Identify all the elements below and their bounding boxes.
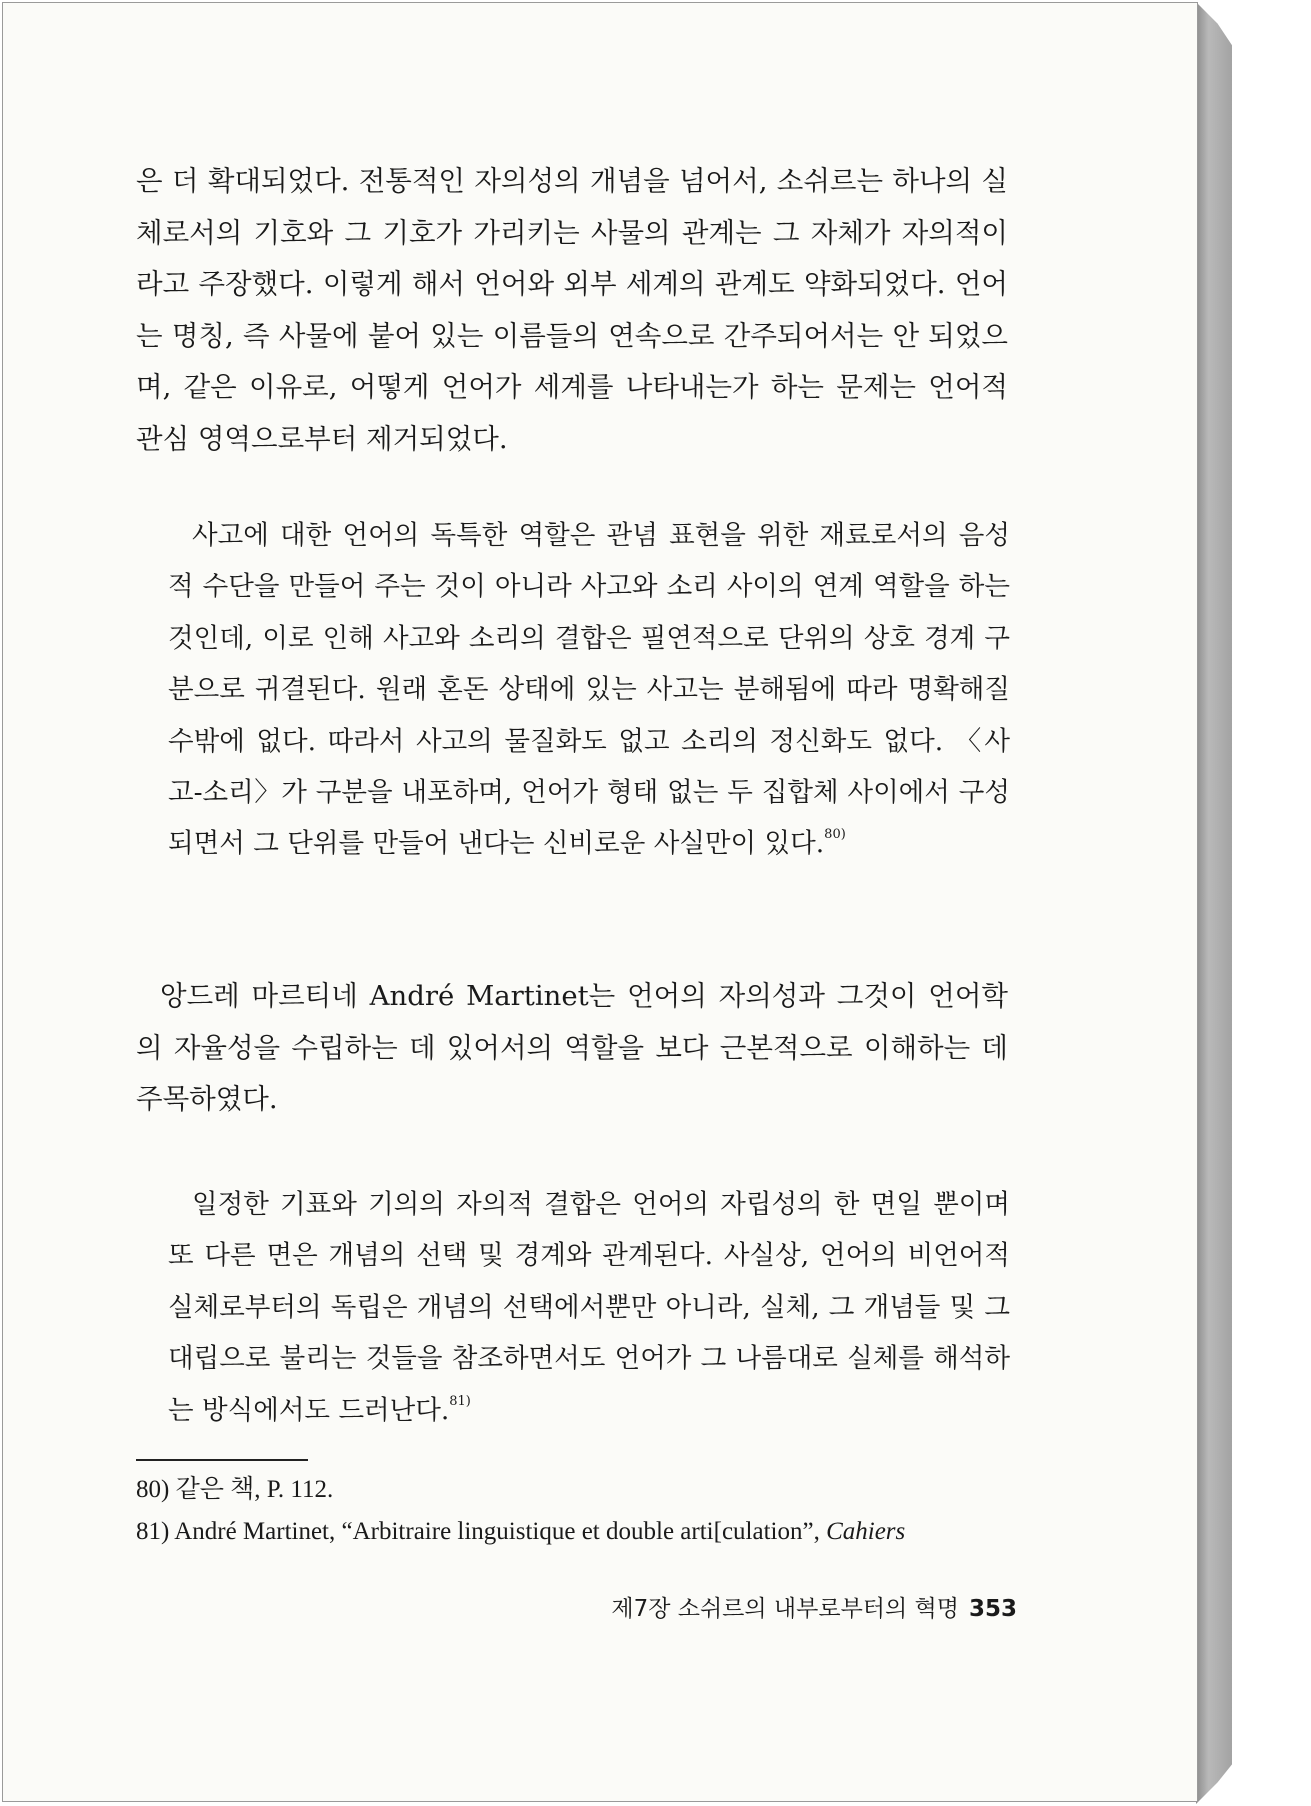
block-quote-2 — [168, 1179, 1010, 1436]
block-quote-1 — [168, 510, 1010, 870]
body-paragraph-1 — [136, 156, 1008, 466]
page-number: 353 — [968, 1596, 1017, 1622]
block-quote-2-text: 일정한 기표와 기의의 자의적 결합은 언어의 자립성의 한 면일 뿐이며 또 다른 면은 개념의 선택 및 경계와 관계된다. 사실상, 언어의 비언어적 실체로부터의 독립은 개념의 선택에서뿐만 아니라, 실체, 그 개념들 및 그 대립으로 불리는 것들을 참조하면서도 언어가 그 나름대로 실체를 해석하는 방식에서도 드러난다. — [168, 1189, 1010, 1426]
book-edge — [1196, 2, 1232, 1804]
body-paragraph-1-text: 은 더 확대되었다. 전통적인 자의성의 개념을 넘어서, 소쉬르는 하나의 실체로서의 기호와 그 기호가 가리키는 사물의 관계는 그 자체가 자의적이라고 주장했다. 이렇게 해서 언어와 외부 세계의 관계도 약화되었다. 언어는 명칭, 즉 사물에 붙어 있는 이름들의 연속으로 간주되어서는 안 되었으며, 같은 이유로, 어떻게 언어가 세계를 나타내는가 하는 문제는 언어적 관심 영역으로부터 제거되었다. — [136, 165, 1008, 455]
body-paragraph-2-text: 앙드레 마르티네 André Martinet는 언어의 자의성과 그것이 언어학의 자율성을 수립하는 데 있어서의 역할을 보다 근본적으로 이해하는 데 주목하였다. — [136, 980, 1008, 1116]
block-quote-1-text: 사고에 대한 언어의 독특한 역할은 관념 표현을 위한 재료로서의 음성적 수단을 만들어 주는 것이 아니라 사고와 소리 사이의 연계 역할을 하는 것인데, 이로 인해 사고와 소리의 결합은 필연적으로 단위의 상호 경계 구분으로 귀결된다. 원래 혼돈 상태에 있는 사고는 분해됨에 따라 명확해질 수밖에 없다. 따라서 사고의 물질화도 없고 소리의 정신화도 없다. 〈사고-소리〉가 구분을 내포하며, 언어가 형태 없는 두 집합체 사이에서 구성되면서 그 단위를 만들어 낸다는 신비로운 사실만이 있다. — [168, 520, 1010, 860]
footnote-marker-80: 80) — [824, 827, 846, 843]
footnote-81-text: 81) André Martinet, “Arbitraire linguistique et double arti[culation”, — [136, 1518, 827, 1545]
footnote-80 — [136, 1475, 1016, 1505]
chapter-title: 제7장 소쉬르의 내부로부터의 혁명 — [611, 1596, 959, 1622]
footnote-marker-81: 81) — [449, 1393, 471, 1409]
footnote-divider — [136, 1459, 308, 1461]
footnote-80-text: 80) 같은 책, P. 112. — [136, 1476, 334, 1503]
page — [2, 2, 1198, 1802]
running-footer — [563, 1594, 1017, 1624]
body-paragraph-2 — [136, 971, 1008, 1126]
footnote-81-italic-title: Cahiers — [826, 1518, 906, 1545]
footnote-81 — [136, 1517, 1016, 1547]
